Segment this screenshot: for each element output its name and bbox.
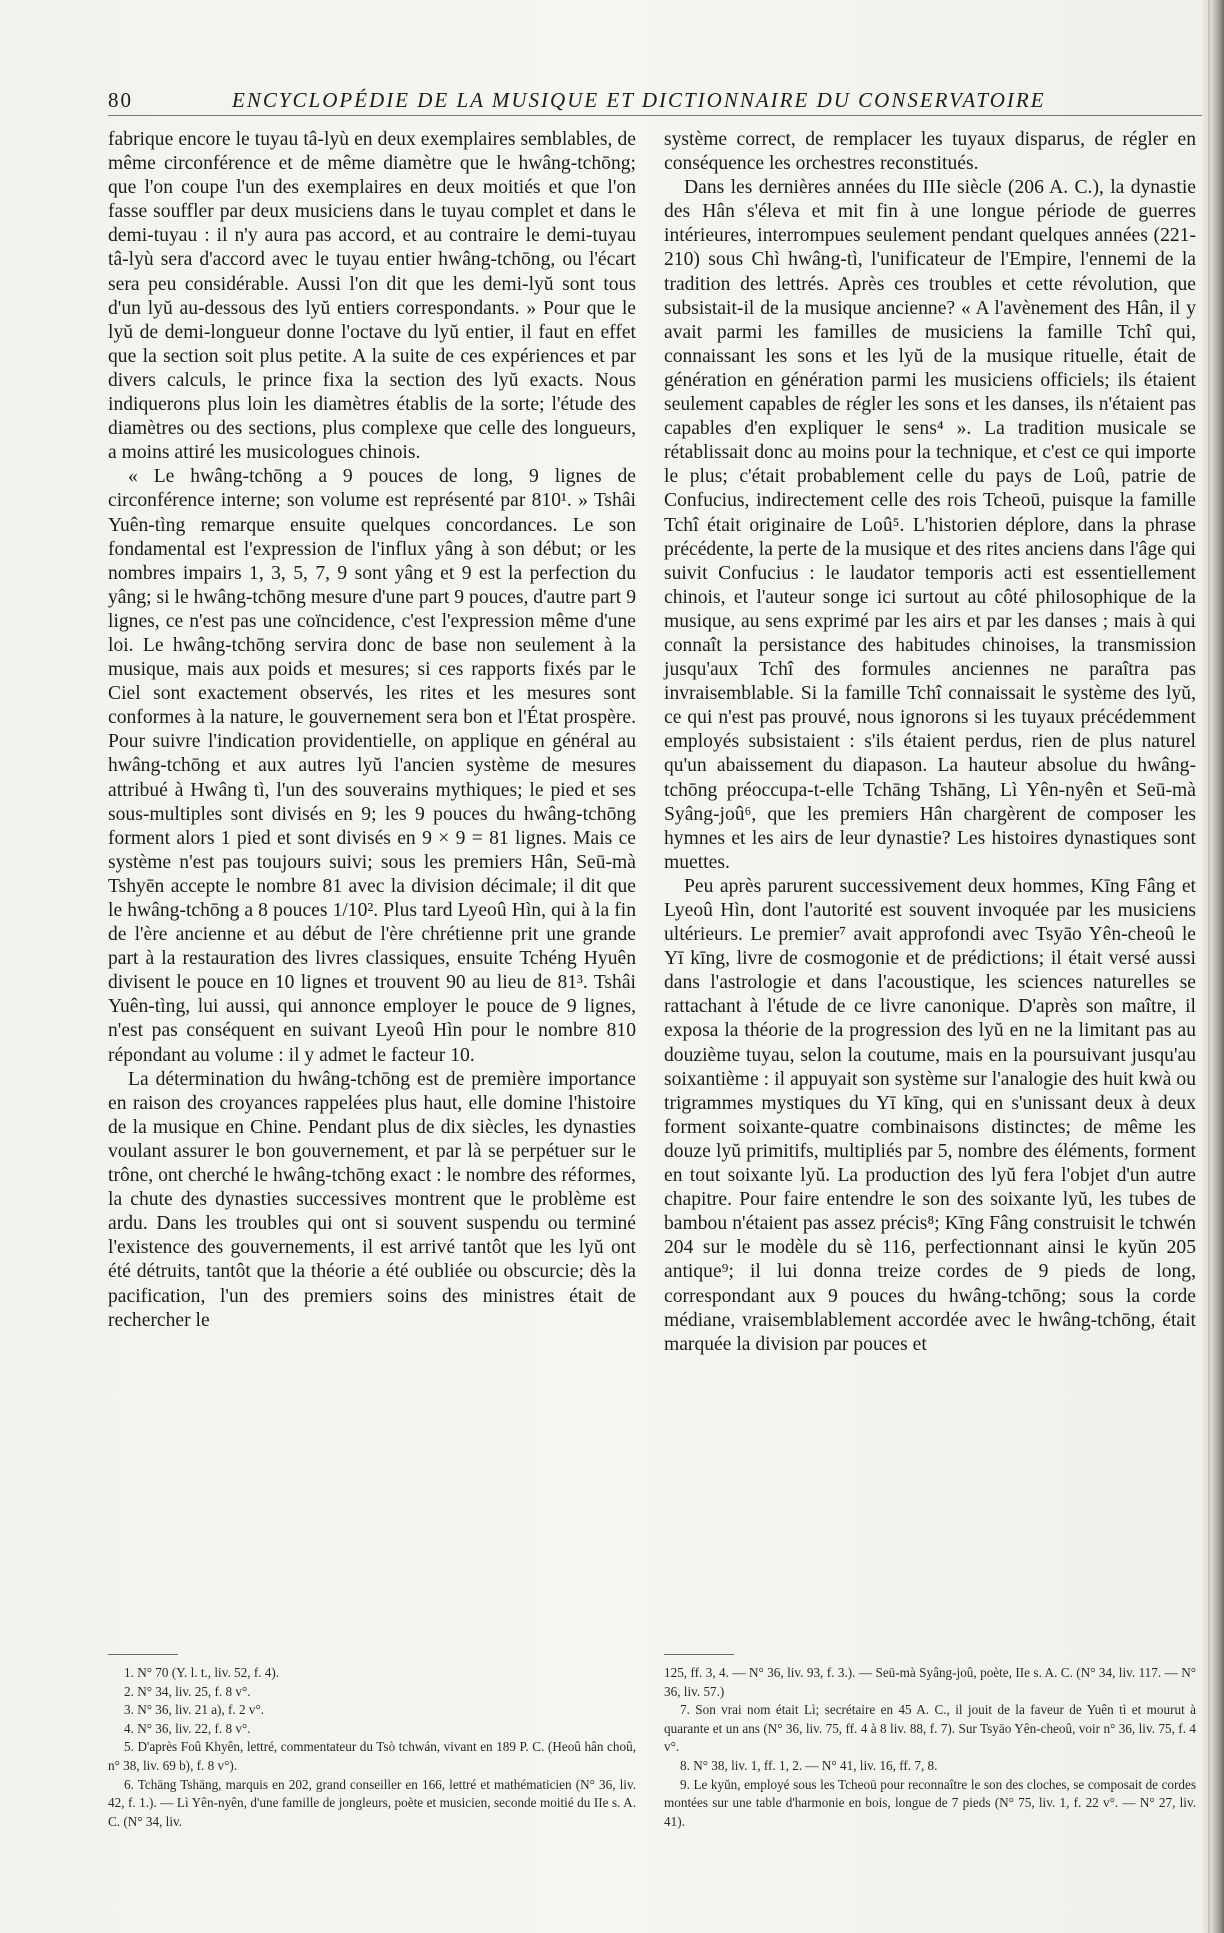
footnote-rule-right (664, 1654, 734, 1655)
footnote: 4. N° 36, liv. 22, f. 8 v°. (124, 1720, 251, 1736)
paragraph: fabrique encore le tuyau tâ-lyù en deux exemplaires semblables, de même circonférence et de même diamètre que le hwâng-tchōng; que l'on coupe l'un des exemplaires en deux moitiés et que l'on fasse souffler par deux musiciens dans le tuyau complet et dans le demi-tuyau : il n'y aura pas accord, et au contraire le demi-tuyau tâ-lyù sera d'accord avec le tuyau entier hwâng-tchōng, ou l'écart sera peu considérable. Aussi l'on dit que les demi-lyŭ sont tous d'un lyŭ au-dessous des lyŭ entiers correspondants. » Pour que le lyŭ de demi-longueur donne l'octave du lyŭ entier, il faut en effet que la section soit plus petite. A la suite de ces expériences et par divers calculs, le prince fixa la section des lyŭ exacts. Nous indiquerons plus loin les diamètres établis de la sorte; l'étude des diamètres ou des sections, plus complexe que celle des longueurs, a moins attiré les musicologues chinois. (108, 129, 636, 464)
footnotes-right (664, 1664, 1196, 1831)
footnote: 125, ff. 3, 4. — N° 36, liv. 93, f. 3.). — Seū-mà Syâng-joû, poète, IIe s. A. C. (N° 34, liv. 117. — N° 36, liv. 57.) (664, 1665, 1196, 1699)
paragraph: La détermination du hwâng-tchōng est de première importance en raison des croyances rappelées plus haut, elle domine l'histoire de la musique en Chine. Pendant plus de dix siècles, les dynasties voulant assurer le bon gouvernement, et par là se perpétuer sur le trône, ont cherché le hwâng-tchōng exact : le nombre des réformes, la chute des dynasties successives montrent que le problème est ardu. Dans les troubles qui ont si souvent suspendu ou terminé l'existence des gouvernements, il est arrivé tantôt que les lyŭ ont été détruits, tantôt que la théorie a été oubliée ou obscurcie; dès la pacification, l'un des premiers soins des ministres était de rechercher le (108, 1068, 636, 1331)
paragraph: « Le hwâng-tchōng a 9 pouces de long, 9 lignes de circonférence interne; son volume est représenté par 810¹. » Tshâi Yuên-tìng remarque ensuite quelques concordances. Le son fondamental est l'expression de l'influx yâng à son début; or les nombres impairs 1, 3, 5, 7, 9 sont yâng et 9 est la perfection du yâng; si le hwâng-tchōng mesure d'une part 9 pouces, d'autre part 9 lignes, ce n'est pas une coïncidence, c'est l'expression même d'une loi. Le hwâng-tchōng servira donc de base non seulement à la musique, mais aux poids et mesures; si ces rapports fixés par le Ciel sont exactement observés, les rites et les mesures sont conformes à la nature, le gouvernement sera bon et l'État prospère. Pour suivre l'indication providentielle, on applique en général au hwâng-tchōng et aux autres lyŭ l'ancien système de mesures attribué à Hwâng tì, l'un des souverains mythiques; le pied et ses sous-multiples sont divisés en 9; les 9 pouces du hwâng-tchōng forment alors 1 pied et sont divisés en 9 × 9 = 81 lignes. Mais ce système n'est pas toujours suivi; sous les premiers Hân, Seū-mà Tshyēn accepte le nombre 81 avec la division décimale; il dit que le hwâng-tchōng a 8 pouces 1/10². Plus tard Lyeoû Hìn, qui à la fin de l'ère ancienne et au début de l'ère chrétienne prit une grande part à la restauration des livres classiques, ensuite Tchéng Hyuên divisent le pouce en 10 lignes et trouvent 90 au lieu de 81³. Tshâi Yuên-tìng, lui aussi, qui annonce employer le pouce de 9 lignes, n'est pas conséquent en suivant Lyeoû Hìn pour le nombre 810 répondant au volume : il y admet le facteur 10. (108, 466, 636, 1066)
page-number: 80 (108, 88, 133, 112)
footnote: 6. Tchāng Tshāng, marquis en 202, grand conseiller en 166, lettré et mathématicien (N° 36, liv. 42, f. 1.). — Lì Yên-nyên, d'une famille de jongleurs, poète et musicien, seconde moitié du IIe s. A. C. (N° 34, liv. (108, 1776, 636, 1829)
paragraph: Dans les dernières années du IIIe siècle (206 A. C.), la dynastie des Hân s'éleva et mit fin à une longue période de guerres intérieures, interrompues seulement pendant quelques années (221-210) sous Chì hwâng-tì, l'unificateur de l'Empire, l'ennemi de la tradition des lettrés. Après ces troubles et cette révolution, que subsistait-il de la musique ancienne? « A l'avènement des Hân, il y avait parmi les familles de musiciens la famille Tchî qui, connaissant les sons et les lyŭ de la musique rituelle, était de génération en génération parmi les musiciens officiels; ils étaient seulement capables de régler les sons et les danses, ils n'étaient pas capables d'en expliquer le sens⁴ ». La tradition musicale se rétablissait donc au moins pour la technique, et c'est ce qui importe le plus; c'était probablement celle du pays de Loû, patrie de Confucius, indirectement celle des rois Tcheoū, puisque la famille Tchî était originaire de Loû⁵. L'historien déplore, dans la phrase précédente, la perte de la musique et des rites anciens dans l'âge qui suivit Confucius : le laudator temporis acti est essentiellement chinois, et l'auteur songe ici surtout au côté philosophique de la musique, au sens exprimé par les airs et par les danses ; mais à qui connaît la persistance des habitudes chinoises, la transmission jusqu'aux Tchî des formules anciennes ne paraîtra pas invraisemblable. Si la famille Tchî connaissait le système des lyŭ, ce qui n'est pas prouvé, nous ignorons si les tuyaux précédemment employés subsistaient : s'ils étaient perdus, rien de plus naturel qu'un abaissement du diapason. La hauteur absolue du hwâng-tchōng préoccupa-t-elle Tchāng Tshāng, Lì Yên-nyên et Seū-mà Syâng-joû⁶, que les premiers Hân chargèrent de composer les hymnes et les airs de leur dynastie? Les histoires dynastiques sont muettes. (664, 177, 1196, 873)
left-column (108, 128, 636, 1333)
footnote: 5. D'après Foû Khyên, lettré, commentateur du Tsò tchwán, vivant en 189 P. C. (Heoû hân choû, n° 38, liv. 69 b), f. 8 v°). (108, 1739, 636, 1773)
footnote: 2. N° 34, liv. 25, f. 8 v°. (124, 1683, 251, 1699)
footnote: 7. Son vrai nom était Lì; secrétaire en 45 A. C., il jouit de la faveur de Yuên tì et mourut à quarante et un ans (N° 36, liv. 75, ff. 4 à 8 liv. 88, f. 7). Sur Tsyāo Yên-cheoû, voir n° 36, liv. 75, f. 4 v°. (664, 1702, 1196, 1755)
binding-line (1208, 0, 1210, 1933)
footnotes-left (108, 1664, 636, 1831)
footnote: 1. N° 70 (Y. l. t., liv. 52, f. 4). (124, 1665, 280, 1680)
running-title: ENCYCLOPÉDIE DE LA MUSIQUE ET DICTIONNAIRE DU CONSERVATOIRE (232, 88, 1046, 112)
header-rule (108, 115, 1202, 116)
running-header (108, 88, 1202, 114)
footnote-rule-left (108, 1654, 178, 1655)
footnote: 3. N° 36, liv. 21 a), f. 2 v°. (124, 1702, 265, 1718)
footnote: 9. Le kyŭn, employé sous les Tcheoū pour reconnaître le son des cloches, se composait de cordes montées sur une table d'harmonie en bois, longue de 7 pieds (N° 75, liv. 1, f. 22 v°. — N° 27, liv. 41). (664, 1776, 1196, 1829)
paragraph: système correct, de remplacer les tuyaux disparus, de régler en conséquence les orchestres reconstitués. (664, 129, 1196, 175)
paragraph: Peu après parurent successivement deux hommes, Kīng Fâng et Lyeoû Hìn, dont l'autorité est souvent invoquée par les musiciens ultérieurs. Le premier⁷ avait approfondi avec Tsyāo Yên-cheoû le Yī kīng, livre de cosmogonie et de prédictions; il était versé aussi dans l'astrologie et dans l'acoustique, les sciences naturelles se rattachant à l'étude de ce livre canonique. D'après son maître, il exposa la théorie de la progression des lyŭ en ne la limitant pas au douzième tuyau, selon la coutume, mais en la poursuivant jusqu'au soixantième : il appuyait son système sur l'analogie des huit kwà ou trigrammes mystiques du Yī kīng, qui en s'unissant deux à deux forment soixante-quatre combinaisons distinctes; de même les douze lyŭ primitifs, multipliés par 5, nombre des éléments, forment en tout soixante lyŭ. La production des lyŭ fera l'objet d'un autre chapitre. Pour faire entendre le son des soixante lyŭ, les tubes de bambou n'étaient pas assez précis⁸; Kīng Fâng construisit le tchwén 204 sur le modèle du sè 116, perfectionnant ainsi le kyŭn 205 antique⁹; il lui donna treize cordes de 9 pieds de long, correspondant aux 9 pouces du hwâng-tchōng; sous la corde médiane, vraisemblablement accordée avec le hwâng-tchōng, était marquée la division par pouces et (664, 875, 1196, 1355)
right-column (664, 128, 1196, 1357)
page-binding-edge (1202, 0, 1224, 1933)
footnote: 8. N° 38, liv. 1, ff. 1, 2. — N° 41, liv. 16, ff. 7, 8. (680, 1757, 938, 1773)
